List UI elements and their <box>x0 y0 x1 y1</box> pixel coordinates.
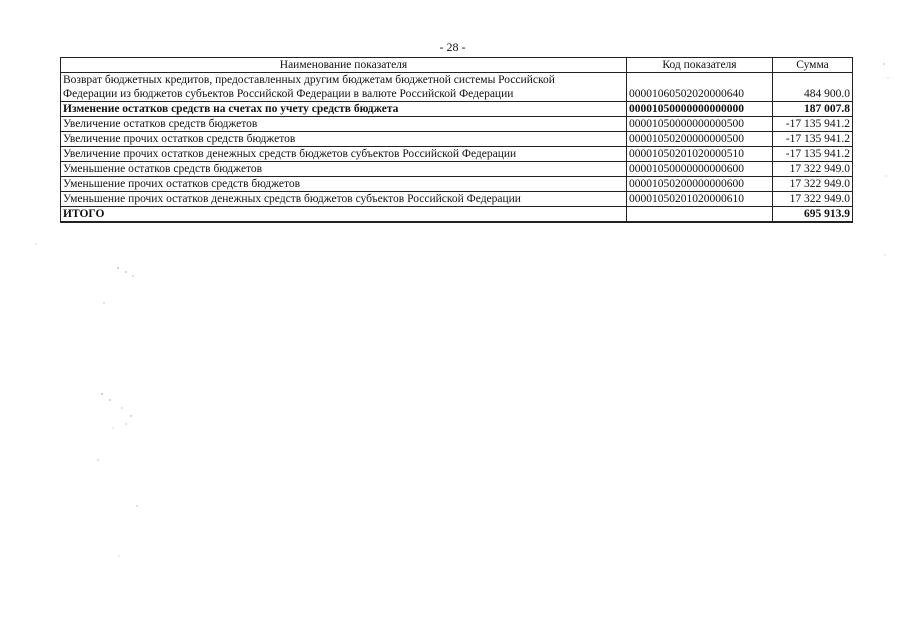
row-code: 00001050201020000610 <box>627 192 773 207</box>
page-number: - 28 - <box>439 40 466 54</box>
row-sum: -17 135 941.2 <box>773 132 853 147</box>
row-name: Уменьшение прочих остатков денежных средств бюджетов субъектов Российской Федерации <box>61 192 627 207</box>
total-label: ИТОГО <box>61 207 627 223</box>
header-code: Код показателя <box>627 58 773 73</box>
row-sum: -17 135 941.2 <box>773 117 853 132</box>
row-name-line1: Возврат бюджетных кредитов, предоставленных другим бюджетам бюджетной системы Российской <box>63 74 555 86</box>
table-row <box>61 162 853 177</box>
row-name: Изменение остатков средств на счетах по учету средств бюджета <box>61 102 627 117</box>
row-code: 00001050200000000600 <box>627 177 773 192</box>
total-code <box>627 207 773 223</box>
header-name: Наименование показателя <box>61 58 627 73</box>
row-code: 00001050000000000000 <box>627 102 773 117</box>
row-sum: 484 900.0 <box>773 73 853 102</box>
row-sum: 17 322 949.0 <box>773 177 853 192</box>
table-row <box>61 192 853 207</box>
row-code: 00001050000000000600 <box>627 162 773 177</box>
table-row <box>61 132 853 147</box>
row-name <box>61 73 627 102</box>
total-row <box>61 207 853 223</box>
table-row <box>61 117 853 132</box>
row-name: Уменьшение остатков средств бюджетов <box>61 162 627 177</box>
header-sum: Сумма <box>773 58 853 73</box>
row-sum: 17 322 949.0 <box>773 162 853 177</box>
table-row <box>61 102 853 117</box>
row-sum: 17 322 949.0 <box>773 192 853 207</box>
row-code: 00001050000000000500 <box>627 117 773 132</box>
table-row <box>61 73 853 102</box>
table-row <box>61 147 853 162</box>
table-header-row <box>61 58 853 73</box>
row-sum: -17 135 941.2 <box>773 147 853 162</box>
row-name: Увеличение остатков средств бюджетов <box>61 117 627 132</box>
total-sum: 695 913.9 <box>773 207 853 223</box>
row-code: 00001050200000000500 <box>627 132 773 147</box>
row-code: 00001050201020000510 <box>627 147 773 162</box>
row-name: Увеличение прочих остатков средств бюджетов <box>61 132 627 147</box>
row-code: 00001060502020000640 <box>627 73 773 102</box>
row-name: Уменьшение прочих остатков средств бюджетов <box>61 177 627 192</box>
row-name: Увеличение прочих остатков денежных средств бюджетов субъектов Российской Федерации <box>61 147 627 162</box>
row-sum: 187 007.8 <box>773 102 853 117</box>
table-row <box>61 177 853 192</box>
row-name-line2: Федерации из бюджетов субъектов Российской Федерации в валюте Российской Федерации <box>63 88 514 100</box>
budget-sources-table <box>60 57 853 223</box>
